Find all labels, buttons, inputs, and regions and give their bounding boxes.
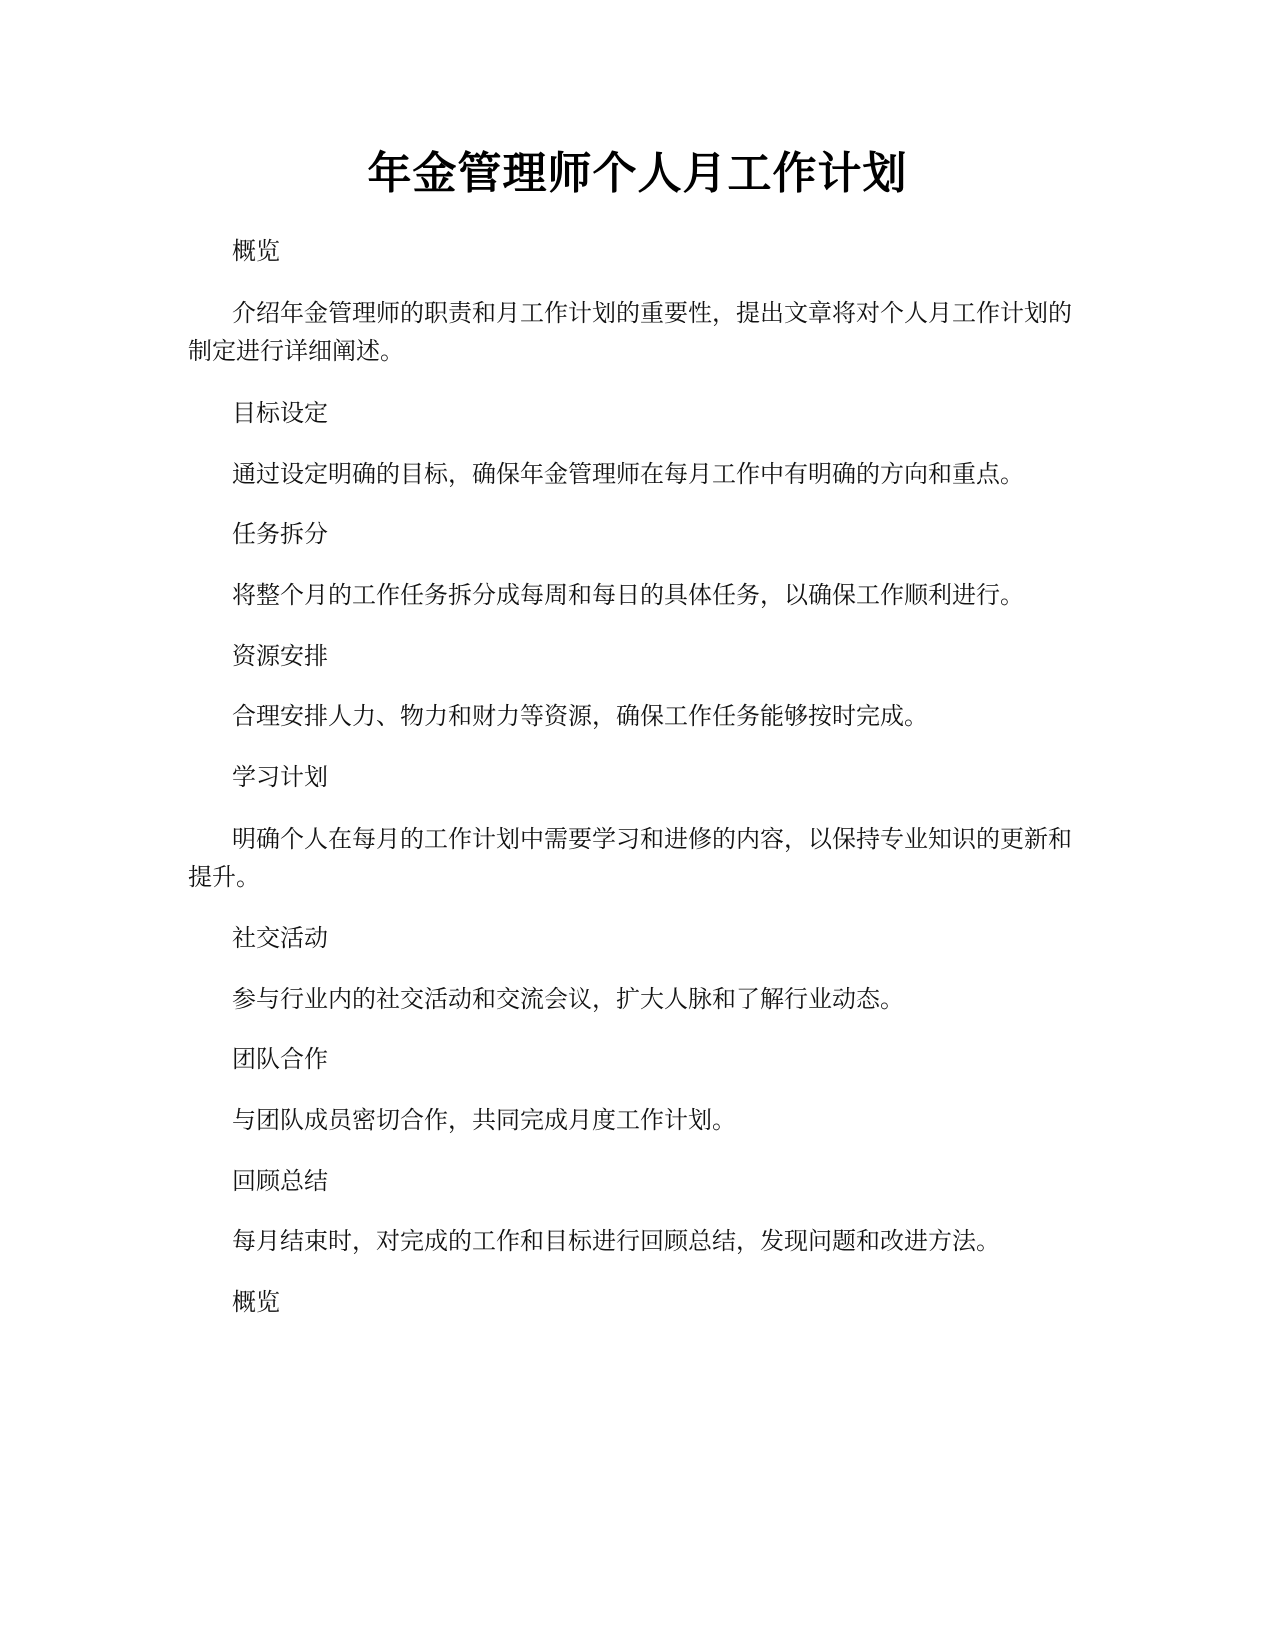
- section-heading-overview: 概览: [232, 237, 280, 265]
- paragraph-social: 参与行业内的社交活动和交流会议，扩大人脉和了解行业动态。: [232, 985, 904, 1013]
- paragraph-intro: 介绍年金管理师的职责和月工作计划的重要性，提出文章将对个人月工作计划的制定进行详细阐述。: [188, 299, 1072, 365]
- paragraph-review: 每月结束时，对完成的工作和目标进行回顾总结，发现问题和改进方法。: [232, 1227, 1000, 1255]
- document-title: 年金管理师个人月工作计划: [367, 148, 908, 199]
- section-heading-resources: 资源安排: [232, 642, 328, 670]
- section-heading-task-breakdown: 任务拆分: [232, 520, 328, 548]
- section-heading-overview-2: 概览: [232, 1288, 280, 1316]
- section-heading-goal-setting: 目标设定: [232, 399, 328, 427]
- section-heading-social: 社交活动: [232, 924, 328, 952]
- paragraph-goal-setting: 通过设定明确的目标，确保年金管理师在每月工作中有明确的方向和重点。: [232, 460, 1024, 488]
- paragraph-task-breakdown: 将整个月的工作任务拆分成每周和每日的具体任务，以确保工作顺利进行。: [232, 581, 1024, 609]
- section-heading-teamwork: 团队合作: [232, 1045, 328, 1073]
- paragraph-resources: 合理安排人力、物力和财力等资源，确保工作任务能够按时完成。: [232, 702, 928, 730]
- section-heading-review: 回顾总结: [232, 1167, 328, 1195]
- paragraph-teamwork: 与团队成员密切合作，共同完成月度工作计划。: [232, 1106, 736, 1134]
- paragraph-learning: 明确个人在每月的工作计划中需要学习和进修的内容，以保持专业知识的更新和提升。: [188, 825, 1072, 891]
- section-heading-learning: 学习计划: [232, 763, 328, 791]
